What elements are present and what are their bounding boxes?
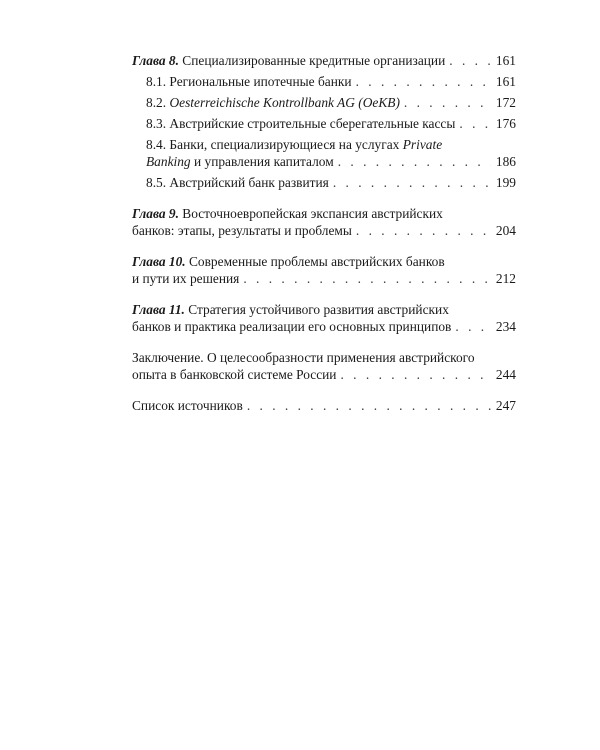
- chapter-label: Глава 11.: [132, 302, 185, 317]
- leader-dots: [333, 174, 491, 191]
- toc-entry-chapter-9: [132, 205, 516, 239]
- chapter-title-line-1: Стратегия устойчивого развития австрийских: [188, 302, 449, 317]
- page-number: 161: [495, 74, 516, 89]
- toc-entry-chapter-10: [132, 253, 516, 287]
- chapter-label: Глава 9.: [132, 206, 179, 221]
- page-number: 176: [495, 116, 516, 131]
- chapter-title-line-1: Современные проблемы австрийских банков: [188, 254, 445, 269]
- leader-dots: [455, 318, 491, 335]
- leader-dots: [340, 366, 491, 383]
- page-number: 204: [495, 223, 516, 238]
- leader-dots: [404, 94, 491, 111]
- leader-dots: [338, 153, 491, 170]
- chapter-label: Глава 10.: [132, 254, 186, 269]
- toc-entry-section-8-3: [132, 115, 516, 132]
- toc-entry-section-8-2: [132, 94, 516, 111]
- section-title: 8.5. Австрийский банк развития: [146, 175, 329, 190]
- page-number: 172: [495, 95, 516, 110]
- toc-entry-sources: [132, 397, 516, 414]
- section-title: Oesterreichische Kontrollbank AG (OeKB): [169, 95, 400, 110]
- section-title-line-1: 8.4. Банки, специализирующиеся на услугах: [146, 137, 400, 152]
- page-number: 234: [495, 319, 516, 334]
- section-title-italic: Private: [402, 137, 443, 152]
- section-title-line-2: и управления капиталом: [193, 154, 334, 169]
- conclusion-title-line-2: опыта в банковской системе России: [132, 367, 337, 382]
- toc-entry-section-8-5: [132, 174, 516, 191]
- chapter-title-line-2: банков: этапы, результаты и проблемы: [132, 223, 352, 238]
- leader-dots: [243, 270, 491, 287]
- page-number: 186: [495, 154, 516, 169]
- chapter-title-line-2: и пути их решения: [132, 271, 240, 286]
- page-number: 244: [495, 367, 516, 382]
- section-title-italic: Banking: [146, 154, 191, 169]
- chapter-label: Глава 8.: [132, 53, 179, 68]
- leader-dots: [356, 73, 491, 90]
- section-title: 8.3. Австрийские строительные сберегательные кассы: [146, 116, 456, 131]
- section-number: 8.2.: [146, 95, 167, 110]
- table-of-contents: [132, 52, 516, 414]
- chapter-title-line-1: Восточноевропейская экспансия австрийских: [182, 206, 443, 221]
- leader-dots: [247, 397, 491, 414]
- toc-entry-conclusion: [132, 349, 516, 383]
- section-title: 8.1. Региональные ипотечные банки: [146, 74, 352, 89]
- chapter-title: Специализированные кредитные организации: [182, 53, 446, 68]
- page-number: 199: [495, 175, 516, 190]
- leader-dots: [356, 222, 491, 239]
- page-number: 212: [495, 271, 516, 286]
- leader-dots: [449, 52, 491, 69]
- toc-entry-section-8-1: [132, 73, 516, 90]
- conclusion-title-line-1: Заключение. О целесообразности применения австрийского: [132, 350, 475, 365]
- toc-entry-chapter-8: [132, 52, 516, 69]
- page-number: 161: [495, 53, 516, 68]
- toc-entry-chapter-11: [132, 301, 516, 335]
- sources-title: Список источников: [132, 398, 243, 413]
- page-number: 247: [495, 398, 516, 413]
- toc-entry-section-8-4: [132, 136, 516, 170]
- chapter-title-line-2: банков и практика реализации его основных принципов: [132, 319, 452, 334]
- leader-dots: [459, 115, 491, 132]
